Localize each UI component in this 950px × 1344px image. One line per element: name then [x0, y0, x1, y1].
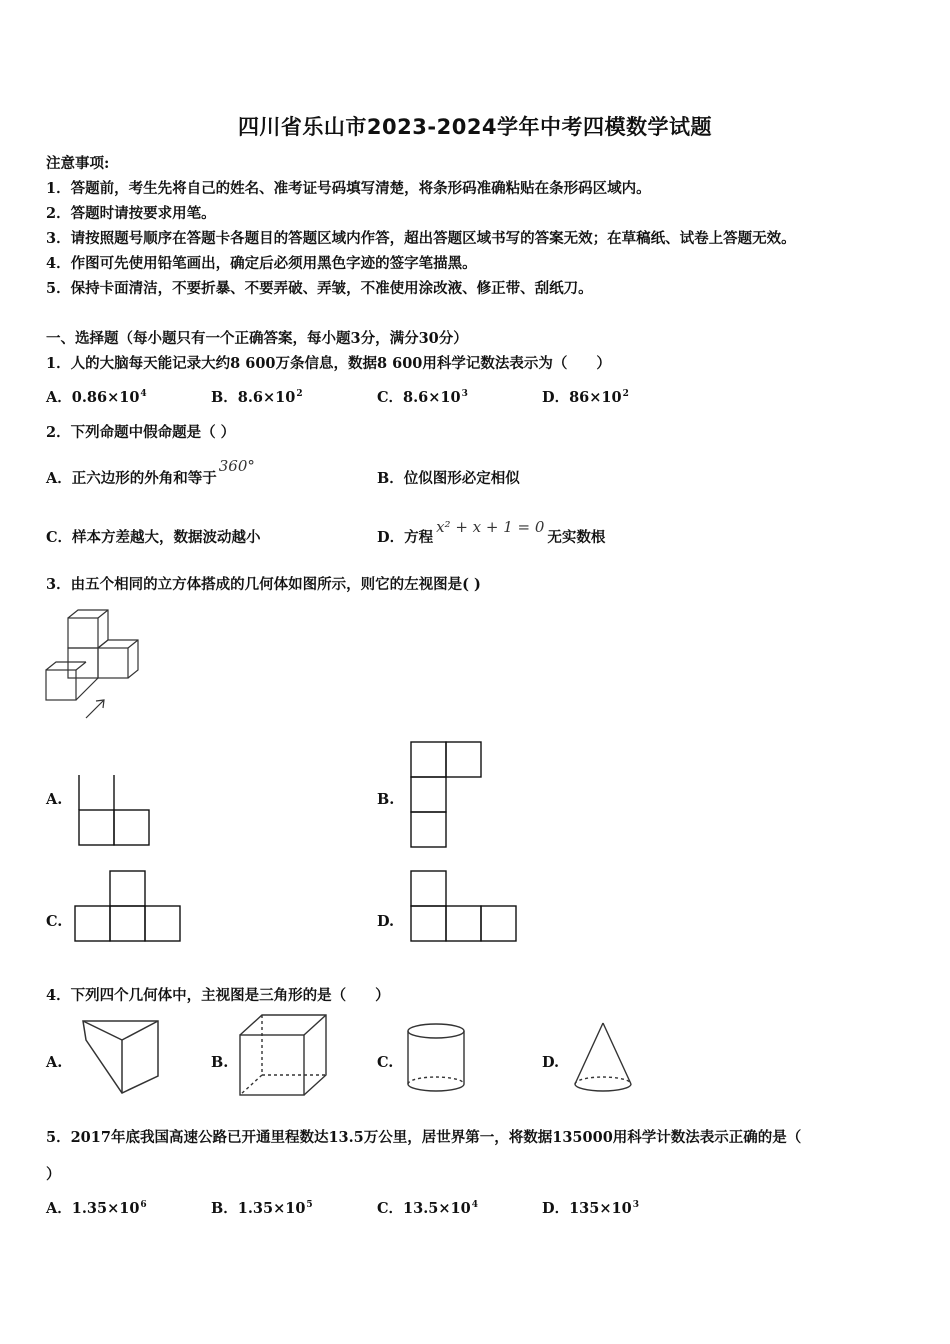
question-4-stem: 4．下列四个几何体中，主视图是三角形的是（ ）: [46, 987, 390, 1004]
page-title: 四川省乐山市2023-2024学年中考四模数学试题: [237, 115, 713, 139]
q3-cube-figure: [44, 608, 154, 723]
q4-option-b-cube[interactable]: [238, 1013, 330, 1097]
q4-option-c-cylinder[interactable]: [405, 1022, 467, 1094]
q2-option-d[interactable]: D．方程x² + x + 1 = 0无实数根: [377, 518, 606, 546]
q3-option-a-label[interactable]: A.: [46, 791, 63, 808]
q4-option-a-prism[interactable]: [80, 1018, 162, 1098]
notice-item: 3．请按照题号顺序在答题卡各题目的答题区域内作答，超出答题区域书写的答案无效；在草稿纸、试卷上答题无效。: [46, 230, 796, 247]
q5-option-d[interactable]: D．$135\times 10^3$: [542, 1200, 639, 1217]
q1-option-c[interactable]: C．$8.6\times 10^3$: [377, 389, 468, 406]
q5-option-b[interactable]: B．$1.35\times 10^5$: [211, 1200, 313, 1217]
section-heading: 一、选择题（每小题只有一个正确答案，每小题3分，满分30分）: [46, 330, 468, 347]
q2-option-c[interactable]: C．样本方差越大，数据波动越小: [46, 529, 261, 546]
q2-option-a[interactable]: A．正六边形的外角和等于360°: [46, 457, 255, 487]
question-1-stem: 1．人的大脑每天能记录大约8 600万条信息，数据8 600用科学记数法表示为（ ）: [46, 355, 611, 372]
q2-option-b[interactable]: B．位似图形必定相似: [377, 470, 520, 487]
notice-item: 5．保持卡面清洁，不要折暴、不要弄破、弄皱，不准使用涂改液、修正带、刮纸刀。: [46, 280, 593, 297]
math-360: 360°: [218, 457, 255, 475]
question-5-stem: 5．2017年底我国高速公路已开通里程数达13.5万公里，居世界第一，将数据135000用科学计数法表示正确的是（: [46, 1129, 802, 1146]
question-2-stem: 2．下列命题中假命题是（ ）: [46, 424, 236, 441]
q5-option-a[interactable]: A．$1.35\times 10^6$: [46, 1200, 147, 1217]
q4-option-d-label[interactable]: D.: [542, 1054, 560, 1071]
q3-option-a-figure[interactable]: [79, 775, 151, 847]
notice-heading: 注意事项:: [46, 155, 110, 172]
q5-option-c[interactable]: C．$13.5\times 10^4$: [377, 1200, 478, 1217]
q4-option-d-cone[interactable]: [572, 1020, 634, 1096]
question-3-stem: 3．由五个相同的立方体搭成的几何体如图所示，则它的左视图是( ): [46, 576, 481, 593]
notice-item: 2．答题时请按要求用笔。: [46, 205, 216, 222]
q3-option-c-label[interactable]: C.: [46, 913, 63, 930]
q1-option-b[interactable]: B．$8.6\times 10^2$: [211, 389, 303, 406]
q3-option-d-figure[interactable]: [410, 870, 518, 944]
notice-item: 4．作图可先使用铅笔画出，确定后必须用黑色字迹的签字笔描黑。: [46, 255, 477, 272]
q3-option-d-label[interactable]: D.: [377, 913, 395, 930]
q1-option-d[interactable]: D．$86\times 10^2$: [542, 389, 629, 406]
q4-option-c-label[interactable]: C.: [377, 1054, 394, 1071]
math-equation: x² + x + 1 = 0: [436, 518, 545, 536]
q3-option-c-figure[interactable]: [74, 870, 182, 944]
q3-option-b-figure[interactable]: [410, 741, 484, 849]
q1-option-a[interactable]: A．$0.86\times 10^4$: [46, 389, 147, 406]
question-5-stem-end: ）: [46, 1166, 61, 1183]
notice-item: 1．答题前，考生先将自己的姓名、准考证号码填写清楚，将条形码准确粘贴在条形码区域内。: [46, 180, 651, 197]
q4-option-b-label[interactable]: B.: [211, 1054, 229, 1071]
q4-option-a-label[interactable]: A.: [46, 1054, 63, 1071]
q3-option-b-label[interactable]: B.: [377, 791, 395, 808]
